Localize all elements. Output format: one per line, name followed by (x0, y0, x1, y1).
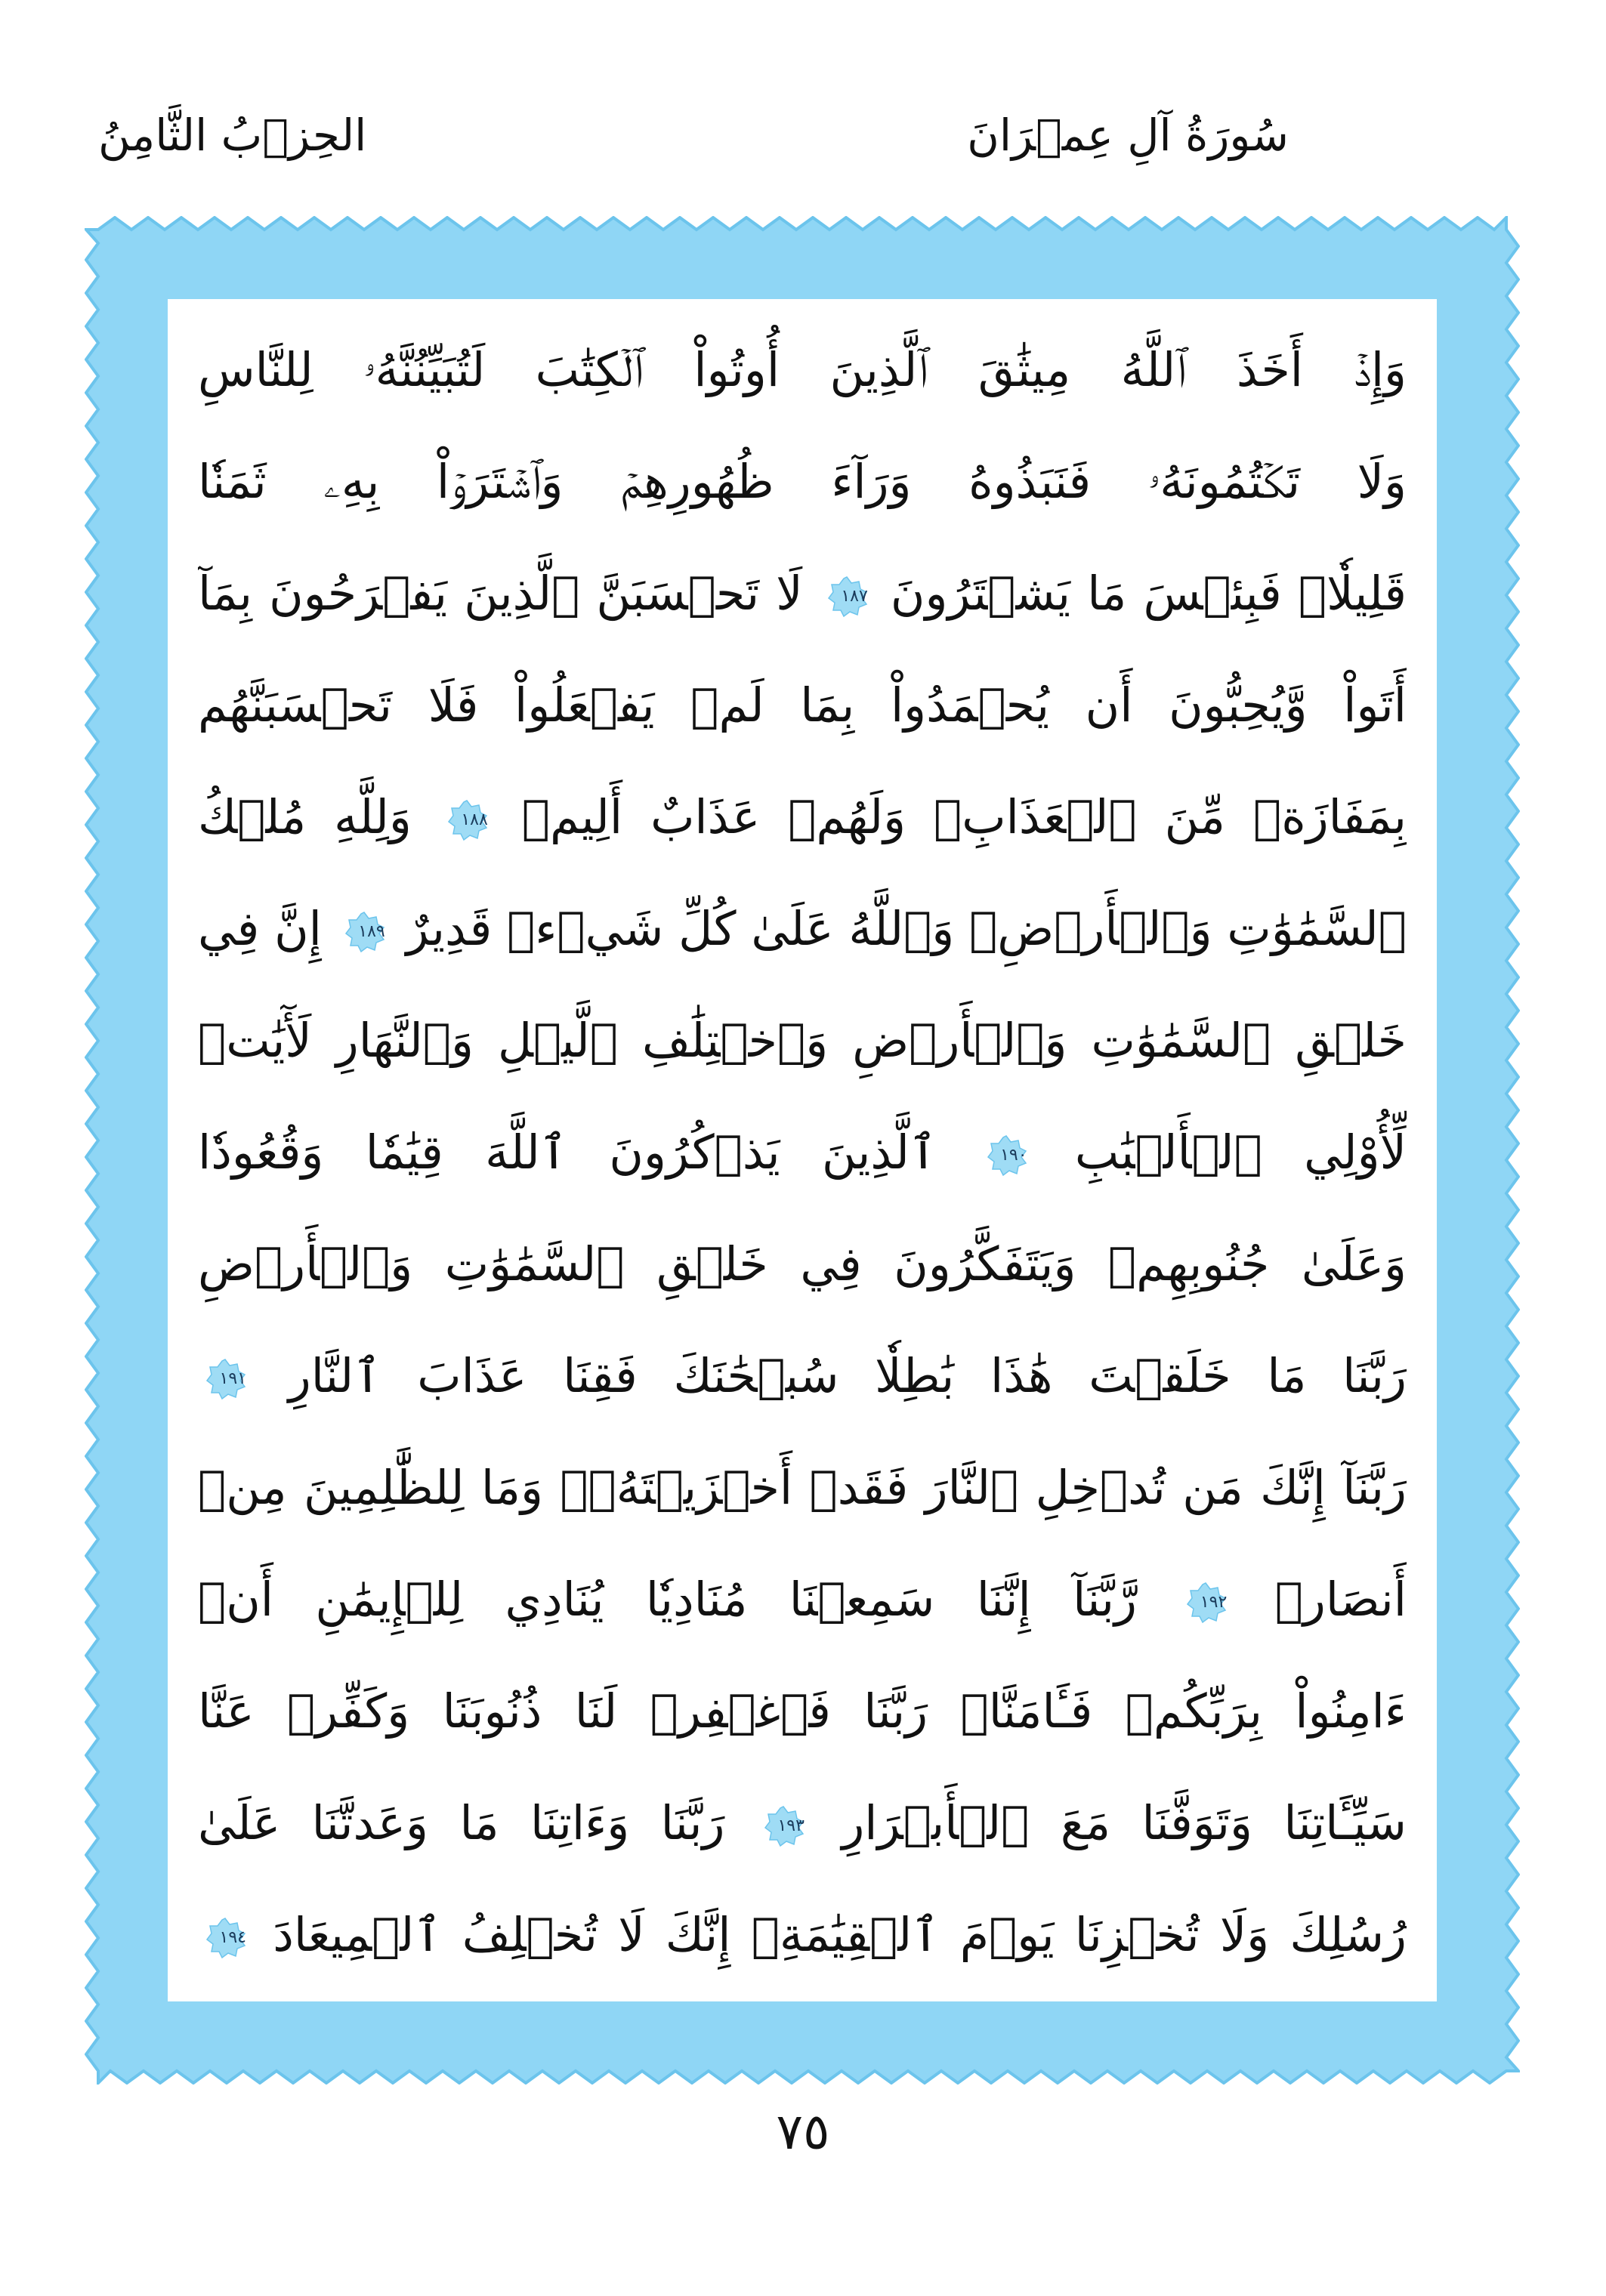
ayah-number: ١٨٧ (841, 586, 868, 606)
ayah-number-marker (762, 1805, 805, 1847)
verse-line (198, 538, 1407, 650)
ayah-number-marker (446, 799, 488, 841)
verse-line (198, 1432, 1407, 1544)
verse-text: لِّأُوْلِي ٱلۡأَلۡبَٰبِ (1074, 1125, 1407, 1180)
ayah-number: ١٩٢ (1200, 1592, 1228, 1612)
ayah-number: ١٨٩ (358, 921, 385, 941)
verse-text: رَبَّنَا وَءَاتِنَا مَا وَعَدتَّنَا عَلَىٰ (198, 1795, 725, 1850)
verse-text: رَبَّنَآ إِنَّكَ مَن تُدۡخِلِ ٱلنَّارَ فَقَدۡ أَخۡزَيۡتَهُۥۖ وَمَا لِلظَّٰلِمِينَ مِنۡ (198, 1460, 1407, 1515)
verse-line (198, 1320, 1407, 1432)
verse-text: سَيِّـَٔاتِنَا وَتَوَفَّنَا مَعَ ٱلۡأَبۡرَارِ (842, 1795, 1407, 1850)
verse-text: لَا تَحۡسَبَنَّ ٱلَّذِينَ يَفۡرَحُونَ بِمَآ (198, 566, 803, 621)
verse-text: رَبَّنَا مَا خَلَقۡتَ هَٰذَا بَٰطِلٗا سُبۡحَٰنَكَ فَقِنَا عَذَابَ ٱلنَّارِ (288, 1348, 1407, 1403)
ayah-number-marker (985, 1134, 1027, 1177)
verse-line (198, 650, 1407, 761)
verse-line (198, 314, 1407, 426)
verse-text: ٱلَّذِينَ يَذۡكُرُونَ ٱللَّهَ قِيَٰمٗا وَقُعُودٗا (198, 1125, 937, 1180)
verse-text: ٱلسَّمَٰوَٰتِ وَٱلۡأَرۡضِۗ وَٱللَّهُ عَلَىٰ كُلِّ شَيۡءٖ قَدِيرٌ (406, 901, 1407, 956)
ayah-number: ١٩١ (219, 1369, 246, 1388)
verse-text: أَتَواْ وَّيُحِبُّونَ أَن يُحۡمَدُواْ بِمَا لَمۡ يَفۡعَلُواْ فَلَا تَحۡسَبَنَّهُم (198, 677, 1407, 733)
verse-text: ءَامِنُواْ بِرَبِّكُمۡ فَـَٔامَنَّاۚ رَبَّنَا فَٱغۡفِرۡ لَنَا ذُنُوبَنَا وَكَفِّرۡ عَنَّا (198, 1683, 1407, 1739)
verse-text: قَلِيلٗاۖ فَبِئۡسَ مَا يَشۡتَرُونَ (890, 566, 1407, 621)
text-panel (168, 299, 1437, 2001)
verse-text: رُسُلِكَ وَلَا تُخۡزِنَا يَوۡمَ ٱلۡقِيَٰمَةِۖ إِنَّكَ لَا تُخۡلِفُ ٱلۡمِيعَادَ (273, 1907, 1407, 1962)
page-number: ٧٥ (776, 2103, 830, 2161)
verse-line (198, 873, 1407, 985)
ayah-number-marker (1184, 1582, 1227, 1624)
verse-line (198, 1767, 1407, 1879)
ayah-number-marker (826, 576, 868, 618)
ayah-number: ١٩٣ (777, 1816, 805, 1835)
verse-line (198, 761, 1407, 873)
verse-line (198, 1208, 1407, 1320)
verse-text: أَنصَارٖ (1274, 1572, 1407, 1627)
verse-text: إِنَّ فِي (198, 901, 322, 956)
decorative-frame (85, 216, 1520, 2085)
surah-name-header: سُورَةُ آلِ عِمۡرَانَ (967, 110, 1289, 161)
verse-line (198, 1544, 1407, 1656)
ayah-number-marker (343, 911, 385, 953)
verse-text: وَلَا تَكۡتُمُونَهُۥ فَنَبَذُوهُ وَرَآءَ ظُهُورِهِمۡ وَٱشۡتَرَوۡاْ بِهِۦ ثَمَنٗا (198, 454, 1407, 509)
verse-line (198, 426, 1407, 538)
ayah-number: ١٩٠ (1000, 1145, 1027, 1165)
ayah-number: ١٩٤ (219, 1927, 246, 1947)
hizb-name-header: الحِزۡبُ الثَّامِنُ (98, 110, 367, 161)
verse-text: وَلِلَّهِ مُلۡكُ (198, 789, 412, 844)
verse-line (198, 1097, 1407, 1208)
verse-text: بِمَفَازَةٖ مِّنَ ٱلۡعَذَابِۖ وَلَهُمۡ عَذَابٌ أَلِيمٞ (521, 789, 1407, 844)
ayah-number-marker (204, 1358, 246, 1400)
ayah-number-marker (204, 1917, 246, 1959)
verse-text: وَعَلَىٰ جُنُوبِهِمۡ وَيَتَفَكَّرُونَ فِي خَلۡقِ ٱلسَّمَٰوَٰتِ وَٱلۡأَرۡضِ (198, 1236, 1407, 1292)
verse-text: وَإِذۡ أَخَذَ ٱللَّهُ مِيثَٰقَ ٱلَّذِينَ أُوتُواْ ٱلۡكِتَٰبَ لَتُبَيِّنُنَّهُۥ لِلنَّاسِ (198, 342, 1407, 397)
verse-line (198, 1656, 1407, 1767)
ayah-number: ١٨٨ (461, 810, 488, 829)
verse-line (198, 1879, 1407, 1991)
verse-text: خَلۡقِ ٱلسَّمَٰوَٰتِ وَٱلۡأَرۡضِ وَٱخۡتِلَٰفِ ٱلَّيۡلِ وَٱلنَّهَارِ لَأٓيَٰتٖ (198, 1013, 1407, 1068)
verse-line (198, 985, 1407, 1097)
verse-text: رَّبَّنَآ إِنَّنَا سَمِعۡنَا مُنَادِيٗا يُنَادِي لِلۡإِيمَٰنِ أَنۡ (198, 1572, 1137, 1627)
